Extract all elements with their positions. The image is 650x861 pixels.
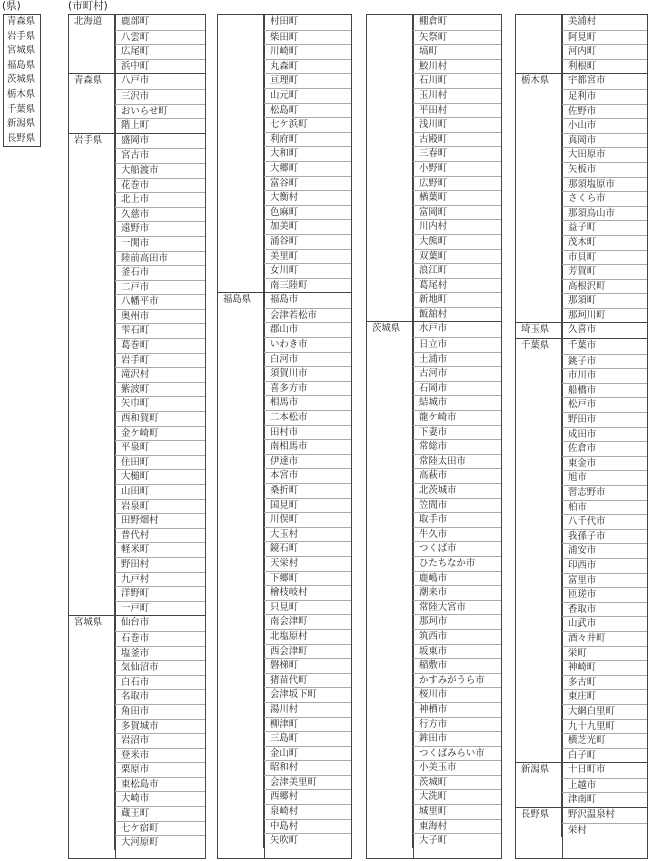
municipality-item: 会津若松市: [264, 308, 351, 323]
municipality-item: 釜石市: [115, 265, 205, 280]
prefecture-group: [367, 321, 501, 847]
municipality-item: 相馬市: [264, 395, 351, 410]
prefecture-group: [69, 615, 205, 850]
municipality-item: 小美玉市: [413, 760, 501, 775]
municipality-item: 宮古市: [115, 148, 205, 163]
municipality-item: 常陸太田市: [413, 454, 501, 469]
municipality-item: 真岡市: [562, 133, 647, 148]
prefecture-item: 栃木県: [7, 88, 36, 100]
municipality-item: 金山町: [264, 746, 351, 761]
municipality-item: 北茨城市: [413, 483, 501, 498]
municipality-item: 小山市: [562, 118, 647, 133]
municipality-item: 只見町: [264, 600, 351, 615]
municipality-item: 金ケ崎町: [115, 426, 205, 441]
group-prefecture-label: 新潟県: [516, 763, 562, 807]
prefecture-item: 福島県: [7, 59, 36, 71]
municipality-item: 平泉町: [115, 440, 205, 455]
municipality-item: 奥州市: [115, 309, 205, 324]
municipality-item: 二戸市: [115, 280, 205, 295]
municipality-item: 新地町: [413, 292, 501, 307]
municipality-item: 紫波町: [115, 382, 205, 397]
municipality-item: 普代村: [115, 528, 205, 543]
municipality-item: 香取市: [562, 602, 647, 617]
municipality-item: 鮫川村: [413, 59, 501, 74]
municipality-item: 那須町: [562, 293, 647, 308]
municipality-item: 仙台市: [121, 617, 150, 629]
municipality-item: 城里町: [413, 804, 501, 819]
municipality-item: 九十九里町: [562, 719, 647, 734]
prefecture-item: 茨城県: [7, 74, 36, 86]
municipality-item: 大洗町: [413, 789, 501, 804]
municipality-item: 葛巻町: [115, 338, 205, 353]
municipality-item: 中島村: [264, 819, 351, 834]
municipality-item: 天栄村: [264, 556, 351, 571]
municipality-item: 塙町: [413, 44, 501, 59]
municipality-item: 浪江町: [413, 263, 501, 278]
municipality-item: 益子町: [562, 220, 647, 235]
prefecture-item: 新潟県: [7, 118, 36, 130]
municipality-item: 大郷町: [264, 161, 351, 176]
municipality-item: 南三陸町: [264, 278, 351, 293]
municipality-item: 陸前高田市: [115, 251, 205, 266]
prefecture-header: (県): [2, 0, 21, 12]
municipality-item: 土浦市: [413, 352, 501, 367]
municipality-item: 丸森町: [264, 59, 351, 74]
municipality-item: 階上町: [115, 118, 205, 133]
municipality-item: 七ケ浜町: [264, 117, 351, 132]
municipality-item: いわき市: [264, 337, 351, 352]
municipality-item: 花巻市: [115, 178, 205, 193]
municipality-item: 坂東市: [413, 644, 501, 659]
municipality-item: 平田村: [413, 103, 501, 118]
municipality-item: 行方市: [413, 717, 501, 732]
municipality-item: 南会津町: [264, 614, 351, 629]
municipality-item: 九戸村: [115, 572, 205, 587]
municipality-item: 栄町: [562, 646, 647, 661]
municipality-item: 栗原市: [115, 762, 205, 777]
municipality-item: 塩釜市: [115, 646, 205, 661]
municipality-item: 鹿部町: [121, 16, 150, 27]
municipality-item: 蔵王町: [115, 806, 205, 821]
municipality-item: 白子町: [562, 748, 647, 763]
municipality-item: 石川町: [413, 73, 501, 88]
group-prefecture-label: 北海道: [69, 15, 115, 73]
municipality-item: 浦安市: [562, 543, 647, 558]
municipality-item: 角田市: [115, 704, 205, 719]
municipality-item: 檜枝岐村: [264, 585, 351, 600]
prefecture-group: [69, 15, 205, 73]
municipality-item: 神栖市: [413, 702, 501, 717]
municipality-item: 登米市: [115, 748, 205, 763]
municipality-item: 旭市: [562, 470, 647, 485]
municipality-item: 東海村: [413, 819, 501, 834]
municipality-item: 昭和村: [264, 760, 351, 775]
municipality-item: 取手市: [413, 512, 501, 527]
municipality-item: 玉川村: [413, 88, 501, 103]
prefecture-group: [69, 73, 205, 132]
municipality-item: 大子町: [413, 833, 501, 848]
municipality-item: 小野町: [413, 161, 501, 176]
municipality-item: 川内村: [413, 219, 501, 234]
municipality-item: 野田市: [562, 412, 647, 427]
municipality-item: 岩沼市: [115, 733, 205, 748]
municipality-item: 北塩原村: [264, 629, 351, 644]
municipality-item: 印西市: [562, 558, 647, 573]
municipality-item: 野田村: [115, 557, 205, 572]
municipality-item: 茨城町: [413, 775, 501, 790]
municipality-item: 山田町: [115, 484, 205, 499]
municipality-item: 茂木町: [562, 235, 647, 250]
prefecture-group: [516, 762, 647, 807]
municipality-item: 我孫子市: [562, 529, 647, 544]
municipality-item: 川俣町: [264, 512, 351, 527]
municipality-item: 白河市: [264, 352, 351, 367]
group-prefecture-label: 埼玉県: [516, 323, 562, 338]
municipality-item: 郡山市: [264, 322, 351, 337]
municipality-item: 市川市: [562, 368, 647, 383]
municipality-item: 那珂川町: [562, 308, 647, 323]
municipality-item: 東庄町: [562, 689, 647, 704]
municipality-item: 柴田町: [264, 30, 351, 45]
municipality-item: 雫石町: [115, 323, 205, 338]
municipality-item: 下郷町: [264, 571, 351, 586]
municipality-item: 三沢市: [115, 89, 205, 104]
municipality-item: 日立市: [413, 337, 501, 352]
prefecture-item: 岩手県: [7, 30, 36, 42]
municipality-item: 西会津町: [264, 644, 351, 659]
prefecture-group: [516, 807, 647, 837]
municipality-item: 高根沢町: [562, 279, 647, 294]
municipality-item: 八千代市: [562, 514, 647, 529]
municipality-item: 泉崎村: [264, 804, 351, 819]
municipality-item: 富岡町: [413, 205, 501, 220]
prefecture-list: [3, 14, 41, 147]
municipality-item: 浅川町: [413, 117, 501, 132]
municipality-item: 古河市: [413, 366, 501, 381]
municipality-item: 稲敷市: [413, 658, 501, 673]
municipality-item: 銚子市: [562, 354, 647, 369]
municipality-item: 軽米町: [115, 542, 205, 557]
municipality-item: 市貝町: [562, 250, 647, 265]
municipality-item: 神崎町: [562, 660, 647, 675]
municipality-item: 東金市: [562, 456, 647, 471]
municipality-item: 多賀城市: [115, 719, 205, 734]
prefecture-group: [516, 322, 647, 338]
municipality-item: つくば市: [413, 541, 501, 556]
municipality-item: 山武市: [562, 616, 647, 631]
municipality-item: 村田町: [270, 16, 299, 27]
municipality-item: 千葉市: [568, 340, 597, 352]
municipality-item: 常総市: [413, 439, 501, 454]
municipality-item: 鉾田市: [413, 731, 501, 746]
municipality-item: 常陸大宮市: [413, 600, 501, 615]
municipality-item: 伊達市: [264, 454, 351, 469]
municipality-item: おいらせ町: [115, 104, 205, 119]
municipality-column-1: [68, 14, 206, 859]
municipality-item: 松戸市: [562, 397, 647, 412]
municipality-item: 牛久市: [413, 527, 501, 542]
municipality-item: 大田原市: [562, 147, 647, 162]
municipality-item: 大船渡市: [115, 163, 205, 178]
municipality-item: 河内町: [562, 44, 647, 59]
municipality-item: 利根町: [562, 59, 647, 74]
municipality-item: 美浦村: [568, 16, 597, 27]
municipality-item: 桜川市: [413, 687, 501, 702]
municipality-item: 大和町: [264, 146, 351, 161]
municipality-item: 矢板市: [562, 162, 647, 177]
prefecture-item: 長野県: [7, 132, 36, 144]
municipality-item: 龍ケ崎市: [413, 410, 501, 425]
municipality-item: 阿見町: [562, 30, 647, 45]
municipality-item: 本宮市: [264, 468, 351, 483]
municipality-column-3: [366, 14, 502, 859]
municipality-item: 福島市: [270, 294, 299, 306]
municipality-item: 西郷村: [264, 789, 351, 804]
group-prefecture-label: 福島県: [218, 293, 264, 848]
municipality-item: 猪苗代町: [264, 673, 351, 688]
group-prefecture-label: 茨城県: [367, 322, 413, 847]
municipality-item: 盛岡市: [121, 134, 150, 146]
municipality-item: 芳賀町: [562, 264, 647, 279]
municipality-item: 川崎町: [264, 44, 351, 59]
municipality-item: かすみがうら市: [413, 673, 501, 688]
municipality-item: さくら市: [562, 191, 647, 206]
prefecture-group: [367, 15, 501, 321]
municipality-item: 会津坂下町: [264, 687, 351, 702]
municipality-item: 遠野市: [115, 221, 205, 236]
municipality-item: 矢巾町: [115, 396, 205, 411]
municipality-item: 二本松市: [264, 410, 351, 425]
municipality-item: 会津美里町: [264, 775, 351, 790]
municipality-item: 西和賀町: [115, 411, 205, 426]
municipality-item: 田村市: [264, 425, 351, 440]
group-prefecture-label: 岩手県: [69, 134, 115, 616]
group-prefecture-label: 青森県: [69, 74, 115, 132]
municipality-item: 酒々井町: [562, 631, 647, 646]
municipality-item: 北上市: [115, 192, 205, 207]
municipality-item: 亘理町: [264, 73, 351, 88]
municipality-header: (市町村): [68, 0, 108, 12]
municipality-item: 美里町: [264, 249, 351, 264]
municipality-item: 大玉村: [264, 527, 351, 542]
municipality-item: 田野畑村: [115, 513, 205, 528]
municipality-item: 広尾町: [115, 44, 205, 59]
municipality-item: 利府町: [264, 132, 351, 147]
municipality-item: 大崎市: [115, 791, 205, 806]
municipality-item: 気仙沼市: [115, 660, 205, 675]
municipality-item: 磐梯町: [264, 658, 351, 673]
municipality-item: 十日町市: [568, 764, 606, 776]
municipality-item: 石岡市: [413, 381, 501, 396]
municipality-item: 岩泉町: [115, 499, 205, 514]
municipality-item: 三島町: [264, 731, 351, 746]
group-prefecture-label: 千葉県: [516, 339, 562, 762]
municipality-item: 岩手町: [115, 353, 205, 368]
municipality-item: 女川町: [264, 263, 351, 278]
municipality-item: 東松島市: [115, 777, 205, 792]
municipality-item: 白石市: [115, 675, 205, 690]
municipality-item: 野沢温泉村: [568, 809, 615, 821]
municipality-item: 笠間市: [413, 498, 501, 513]
municipality-item: 飯舘村: [413, 307, 501, 322]
municipality-column-4: [515, 14, 648, 859]
municipality-item: 習志野市: [562, 485, 647, 500]
municipality-item: 大網白里町: [562, 704, 647, 719]
municipality-item: 一戸町: [115, 601, 205, 616]
municipality-item: 喜多方市: [264, 381, 351, 396]
municipality-item: 栄村: [562, 823, 647, 838]
prefecture-group: [516, 15, 647, 73]
prefecture-item: 青森県: [7, 16, 36, 27]
municipality-item: 船橋市: [562, 383, 647, 398]
municipality-item: 色麻町: [264, 205, 351, 220]
municipality-item: 一関市: [115, 236, 205, 251]
municipality-item: 横芝光町: [562, 733, 647, 748]
municipality-item: 三春町: [413, 146, 501, 161]
municipality-column-2: [217, 14, 352, 859]
municipality-item: 南相馬市: [264, 439, 351, 454]
municipality-item: 那須塩原市: [562, 177, 647, 192]
municipality-item: 涌谷町: [264, 234, 351, 249]
municipality-item: 葛尾村: [413, 278, 501, 293]
municipality-item: 佐倉市: [562, 441, 647, 456]
municipality-item: 水戸市: [419, 323, 448, 335]
municipality-item: つくばみらい市: [413, 746, 501, 761]
municipality-item: 湯川村: [264, 702, 351, 717]
group-prefecture-label: [516, 15, 562, 73]
municipality-item: 大河原町: [115, 835, 205, 850]
prefecture-group: [516, 73, 647, 322]
prefecture-group: [69, 133, 205, 616]
municipality-item: 筑西市: [413, 629, 501, 644]
municipality-item: 多古町: [562, 675, 647, 690]
municipality-item: 八戸市: [121, 75, 150, 87]
municipality-item: 住田町: [115, 455, 205, 470]
municipality-item: 国見町: [264, 498, 351, 513]
municipality-item: 高萩市: [413, 468, 501, 483]
municipality-item: 楢葉町: [413, 190, 501, 205]
municipality-item: 古殿町: [413, 132, 501, 147]
group-prefecture-label: 宮城県: [69, 616, 115, 850]
municipality-item: 七ケ宿町: [115, 821, 205, 836]
group-prefecture-label: [218, 15, 264, 292]
municipality-item: 上越市: [562, 778, 647, 793]
municipality-item: 那須烏山市: [562, 206, 647, 221]
municipality-item: 足利市: [562, 89, 647, 104]
municipality-item: 久慈市: [115, 207, 205, 222]
municipality-item: 滝沢村: [115, 367, 205, 382]
municipality-item: 浜中町: [115, 59, 205, 74]
municipality-item: 佐野市: [562, 104, 647, 119]
municipality-item: 棚倉町: [419, 16, 448, 27]
municipality-item: 双葉町: [413, 249, 501, 264]
municipality-item: 桑折町: [264, 483, 351, 498]
municipality-item: 広野町: [413, 176, 501, 191]
municipality-item: 大衡村: [264, 190, 351, 205]
municipality-item: 結城市: [413, 395, 501, 410]
municipality-item: 津南町: [562, 792, 647, 807]
municipality-item: 那珂市: [413, 614, 501, 629]
group-prefecture-label: [367, 15, 413, 321]
municipality-item: 大熊町: [413, 234, 501, 249]
municipality-item: 富谷町: [264, 176, 351, 191]
prefecture-group: [218, 15, 351, 292]
municipality-item: 久喜市: [568, 324, 597, 336]
prefecture-group: [516, 338, 647, 762]
municipality-item: 下妻市: [413, 425, 501, 440]
municipality-item: 柳津町: [264, 717, 351, 732]
municipality-item: 矢吹町: [264, 833, 351, 848]
municipality-item: 柏市: [562, 500, 647, 515]
municipality-item: 山元町: [264, 88, 351, 103]
municipality-item: 匝瑳市: [562, 587, 647, 602]
municipality-item: 松島町: [264, 103, 351, 118]
municipality-item: 八幡平市: [115, 294, 205, 309]
prefecture-item: 宮城県: [7, 45, 36, 57]
group-prefecture-label: 長野県: [516, 808, 562, 837]
municipality-item: 成田市: [562, 427, 647, 442]
prefecture-item: 千葉県: [7, 103, 36, 115]
municipality-item: 須賀川市: [264, 366, 351, 381]
municipality-item: ひたちなか市: [413, 556, 501, 571]
municipality-item: 鹿嶋市: [413, 571, 501, 586]
municipality-item: 矢祭町: [413, 30, 501, 45]
municipality-item: 名取市: [115, 689, 205, 704]
municipality-item: 潮来市: [413, 585, 501, 600]
municipality-item: 加美町: [264, 219, 351, 234]
prefecture-group: [218, 292, 351, 848]
municipality-item: 八雲町: [115, 30, 205, 45]
municipality-item: 鏡石町: [264, 541, 351, 556]
group-prefecture-label: 栃木県: [516, 74, 562, 322]
municipality-item: 宇都宮市: [568, 75, 606, 87]
municipality-item: 洋野町: [115, 586, 205, 601]
municipality-item: 石巻市: [115, 631, 205, 646]
municipality-item: 大槌町: [115, 469, 205, 484]
municipality-item: 富里市: [562, 573, 647, 588]
